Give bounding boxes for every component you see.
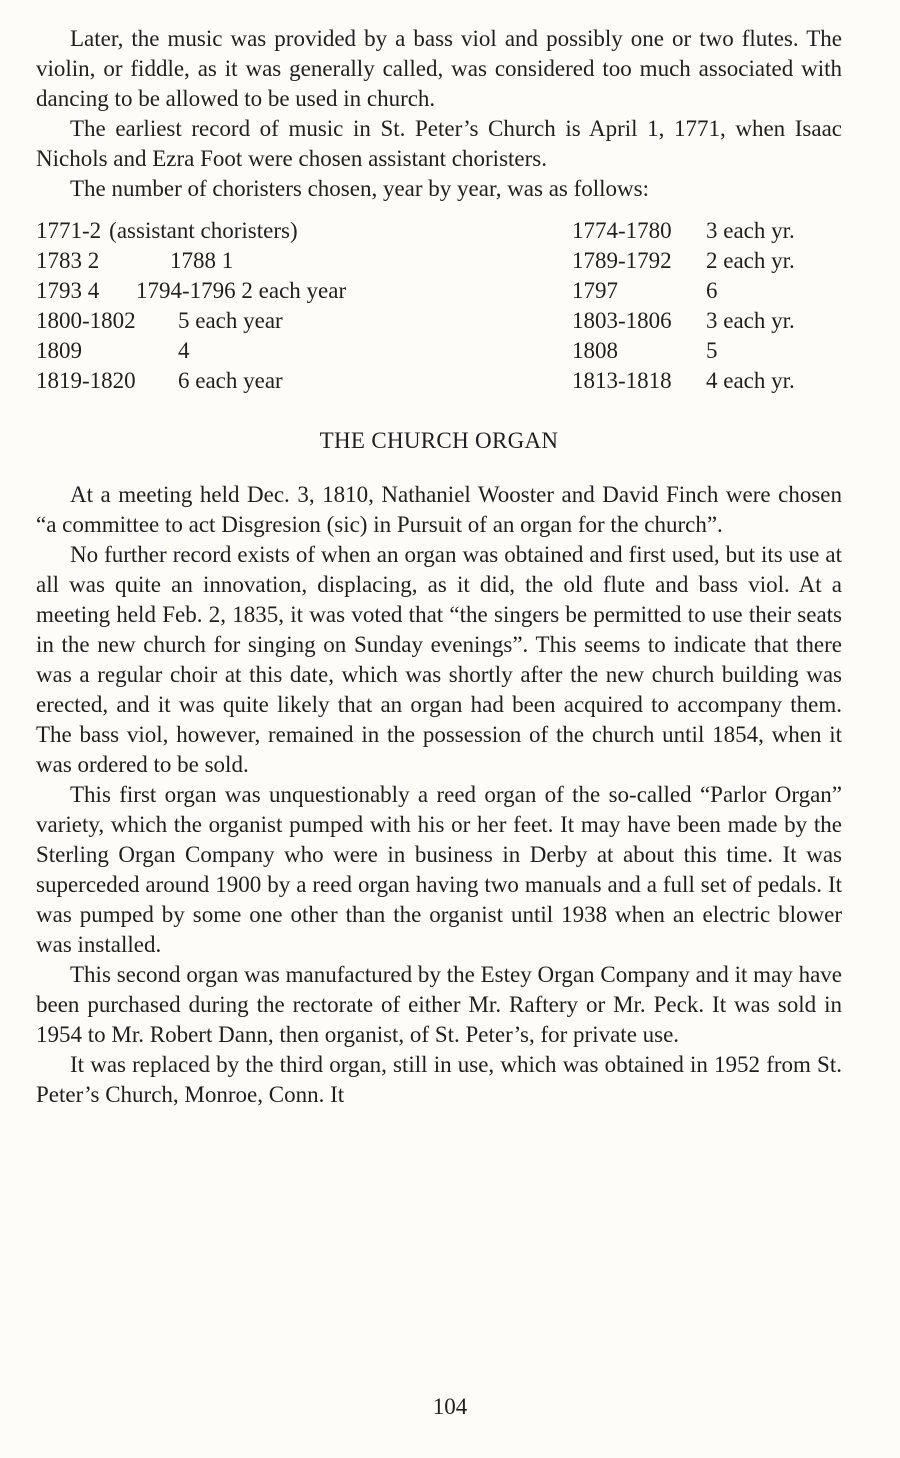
paragraph-choristers-intro: The number of choristers chosen, year by year, was as follows: — [70, 176, 650, 201]
table-row: 1783 2 1788 1 — [36, 248, 234, 273]
paragraph-organ-committee: At a meeting held Dec. 3, 1810, Nathaniel Wooster and David Finch were chosen “a committee to act Disgresion (sic) in Pursuit of an organ for the church”. — [36, 482, 842, 537]
paragraph-second-organ: This second organ was manufactured by the Estey Organ Company and it may have been purchased during the rectorate of either Mr. Raftery or Mr. Peck. It was sold in 1954 to Mr. Robert Dann, then organist, of St. Peter’s, for private use. — [36, 962, 842, 1047]
paragraph-music-instruments: Later, the music was provided by a bass viol and possibly one or two flutes. The violin, or fiddle, as it was generally called, was considered too much associated with dancing to be allowed to be used in church. — [36, 26, 842, 111]
table-row: 1803-1806 3 each yr. — [572, 308, 795, 333]
table-row: 1793 4 1794-1796 2 each year — [36, 278, 347, 303]
table-row: 1771-2 (assistant choristers) — [36, 218, 298, 243]
choristers-table — [36, 216, 842, 396]
table-row: 1808 5 — [572, 338, 718, 363]
document-page — [36, 24, 842, 1110]
table-row: 1797 6 — [572, 278, 718, 303]
table-row: 1813-1818 4 each yr. — [572, 368, 795, 393]
table-row: 1800-1802 5 each year — [36, 308, 283, 333]
table-row: 1774-1780 3 each yr. — [572, 218, 795, 243]
table-row: 1789-1792 2 each yr. — [572, 248, 795, 273]
choristers-table-left-column — [36, 216, 346, 396]
section-heading: THE CHURCH ORGAN — [319, 428, 559, 453]
table-row: 1809 4 — [36, 338, 190, 363]
paragraph-earliest-record: The earliest record of music in St. Peter’s Church is April 1, 1771, when Isaac Nichols and Ezra Foot were chosen assistant choristers. — [36, 116, 842, 171]
page-number: 104 — [432, 1394, 468, 1419]
paragraph-third-organ: It was replaced by the third organ, still in use, which was obtained in 1952 from St. Peter’s Church, Monroe, Conn. It — [36, 1052, 842, 1107]
choristers-table-right-column — [572, 216, 842, 396]
table-row: 1819-1820 6 each year — [36, 368, 283, 393]
paragraph-first-organ: This first organ was unquestionably a reed organ of the so-called “Parlor Organ” variety, which the organist pumped with his or her feet. It may have been made by the Sterling Organ Company who were in business in Derby at about this time. It was superceded around 1900 by a reed organ having two manuals and a full set of pedals. It was pumped by some one other than the organist until 1938 when an electric blower was installed. — [36, 782, 842, 957]
paragraph-organ-innovation: No further record exists of when an organ was obtained and first used, but its use at all was quite an innovation, displacing, as it did, the old flute and bass viol. At a meeting held Feb. 2, 1835, it was voted that “the singers be permitted to use their seats in the new church for singing on Sunday evenings”. This seems to indicate that there was a regular choir at this date, which was shortly after the new church building was erected, and it was quite likely that an organ had been acquired to accompany them. The bass viol, however, remained in the possession of the church until 1854, when it was ordered to be sold. — [36, 542, 842, 777]
